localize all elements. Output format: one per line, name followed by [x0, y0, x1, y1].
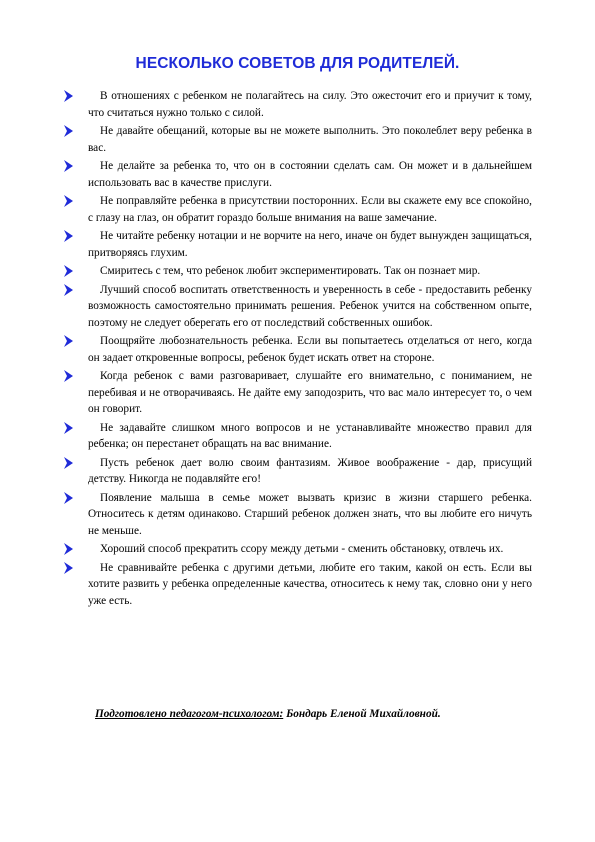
chevron-right-icon	[63, 422, 73, 434]
tip-text: В отношениях с ребенком не полагайтесь на силу. Это ожесточит его и приучит к тому, что считаться нужно только с силой.	[88, 90, 532, 119]
chevron-right-icon	[63, 230, 73, 242]
tip-text: Поощряйте любознательность ребенка. Если вы попытаетесь отделаться от него, когда он задает откровенные вопросы, ребенок будет искать ответ на стороне.	[88, 335, 532, 364]
signature	[95, 708, 441, 720]
page-title: НЕСКОЛЬКО СОВЕТОВ ДЛЯ РОДИТЕЛЕЙ.	[135, 55, 460, 72]
list-item	[70, 560, 532, 610]
chevron-right-icon	[63, 457, 73, 469]
chevron-right-icon	[63, 492, 73, 504]
list-item	[70, 123, 532, 156]
list-item	[70, 228, 532, 261]
tip-text: Не давайте обещаний, которые вы не можете выполнить. Это поколеблет веру ребенка в вас.	[88, 125, 532, 154]
list-item	[70, 455, 532, 488]
chevron-right-icon	[63, 90, 73, 102]
chevron-right-icon	[63, 160, 73, 172]
chevron-right-icon	[63, 195, 73, 207]
signature-author: Бондарь Еленой Михайловной.	[286, 708, 441, 720]
tip-text: Не задавайте слишком много вопросов и не устанавливайте множество правил для ребенка; он перестанет обращать на вас внимание.	[88, 421, 532, 450]
list-item	[70, 193, 532, 226]
list-item	[70, 490, 532, 540]
tip-text: Пусть ребенок дает волю своим фантазиям. Живое воображение - дар, присущий детству. Никогда не подавляйте его!	[88, 456, 532, 485]
list-item	[70, 541, 532, 558]
list-item	[70, 263, 532, 280]
list-item	[70, 88, 532, 121]
chevron-right-icon	[63, 543, 73, 555]
list-item	[70, 368, 532, 418]
list-item	[70, 158, 532, 191]
tip-text: Когда ребенок с вами разговаривает, слушайте его внимательно, с пониманием, не перебивая и не отворачиваясь. Не дайте ему заподозрить, что вас мало интересует то, о чем он говорит.	[88, 370, 532, 415]
chevron-right-icon	[63, 284, 73, 296]
list-item	[70, 282, 532, 332]
tip-text: Не сравнивайте ребенка с другими детьми, любите его таким, какой он есть. Если вы хотите развить у ребенка определенные качества, относитесь к нему так, словно они у него уже есть.	[88, 561, 532, 607]
chevron-right-icon	[63, 370, 73, 382]
tip-text: Появление малыша в семье может вызвать кризис в жизни старшего ребенка. Относитесь к детям одинаково. Старший ребенок должен знать, что вы любите его ничуть не меньше.	[88, 491, 532, 537]
tip-text: Не читайте ребенку нотации и не ворчите на него, иначе он будет вынужден защищаться, притворяясь глухим.	[88, 230, 532, 259]
signature-label: Подготовлено педагогом-психологом:	[95, 708, 284, 720]
list-item	[70, 333, 532, 366]
chevron-right-icon	[63, 335, 73, 347]
chevron-right-icon	[63, 265, 73, 277]
chevron-right-icon	[63, 125, 73, 137]
tip-text: Хороший способ прекратить ссору между детьми - сменить обстановку, отвлечь их.	[100, 543, 504, 555]
tip-text: Не поправляйте ребенка в присутствии посторонних. Если вы скажете ему все спокойно, с глазу на глаз, он обратит гораздо больше внимания на ваше замечание.	[88, 195, 532, 224]
tip-text: Не делайте за ребенка то, что он в состоянии сделать сам. Он может и в дальнейшем использовать вас в качестве прислуги.	[88, 160, 532, 189]
list-item	[70, 420, 532, 453]
chevron-right-icon	[63, 562, 73, 574]
tip-text: Смиритесь с тем, что ребенок любит экспериментировать. Так он познает мир.	[100, 265, 481, 277]
tips-list	[70, 88, 532, 611]
tip-text: Лучший способ воспитать ответственность и уверенность в себе - предоставить ребенку возможность самостоятельно принимать решения. Ребенок учится на собственном опыте, поэтому не следует оберегать его от последствий собственных ошибок.	[88, 283, 532, 329]
